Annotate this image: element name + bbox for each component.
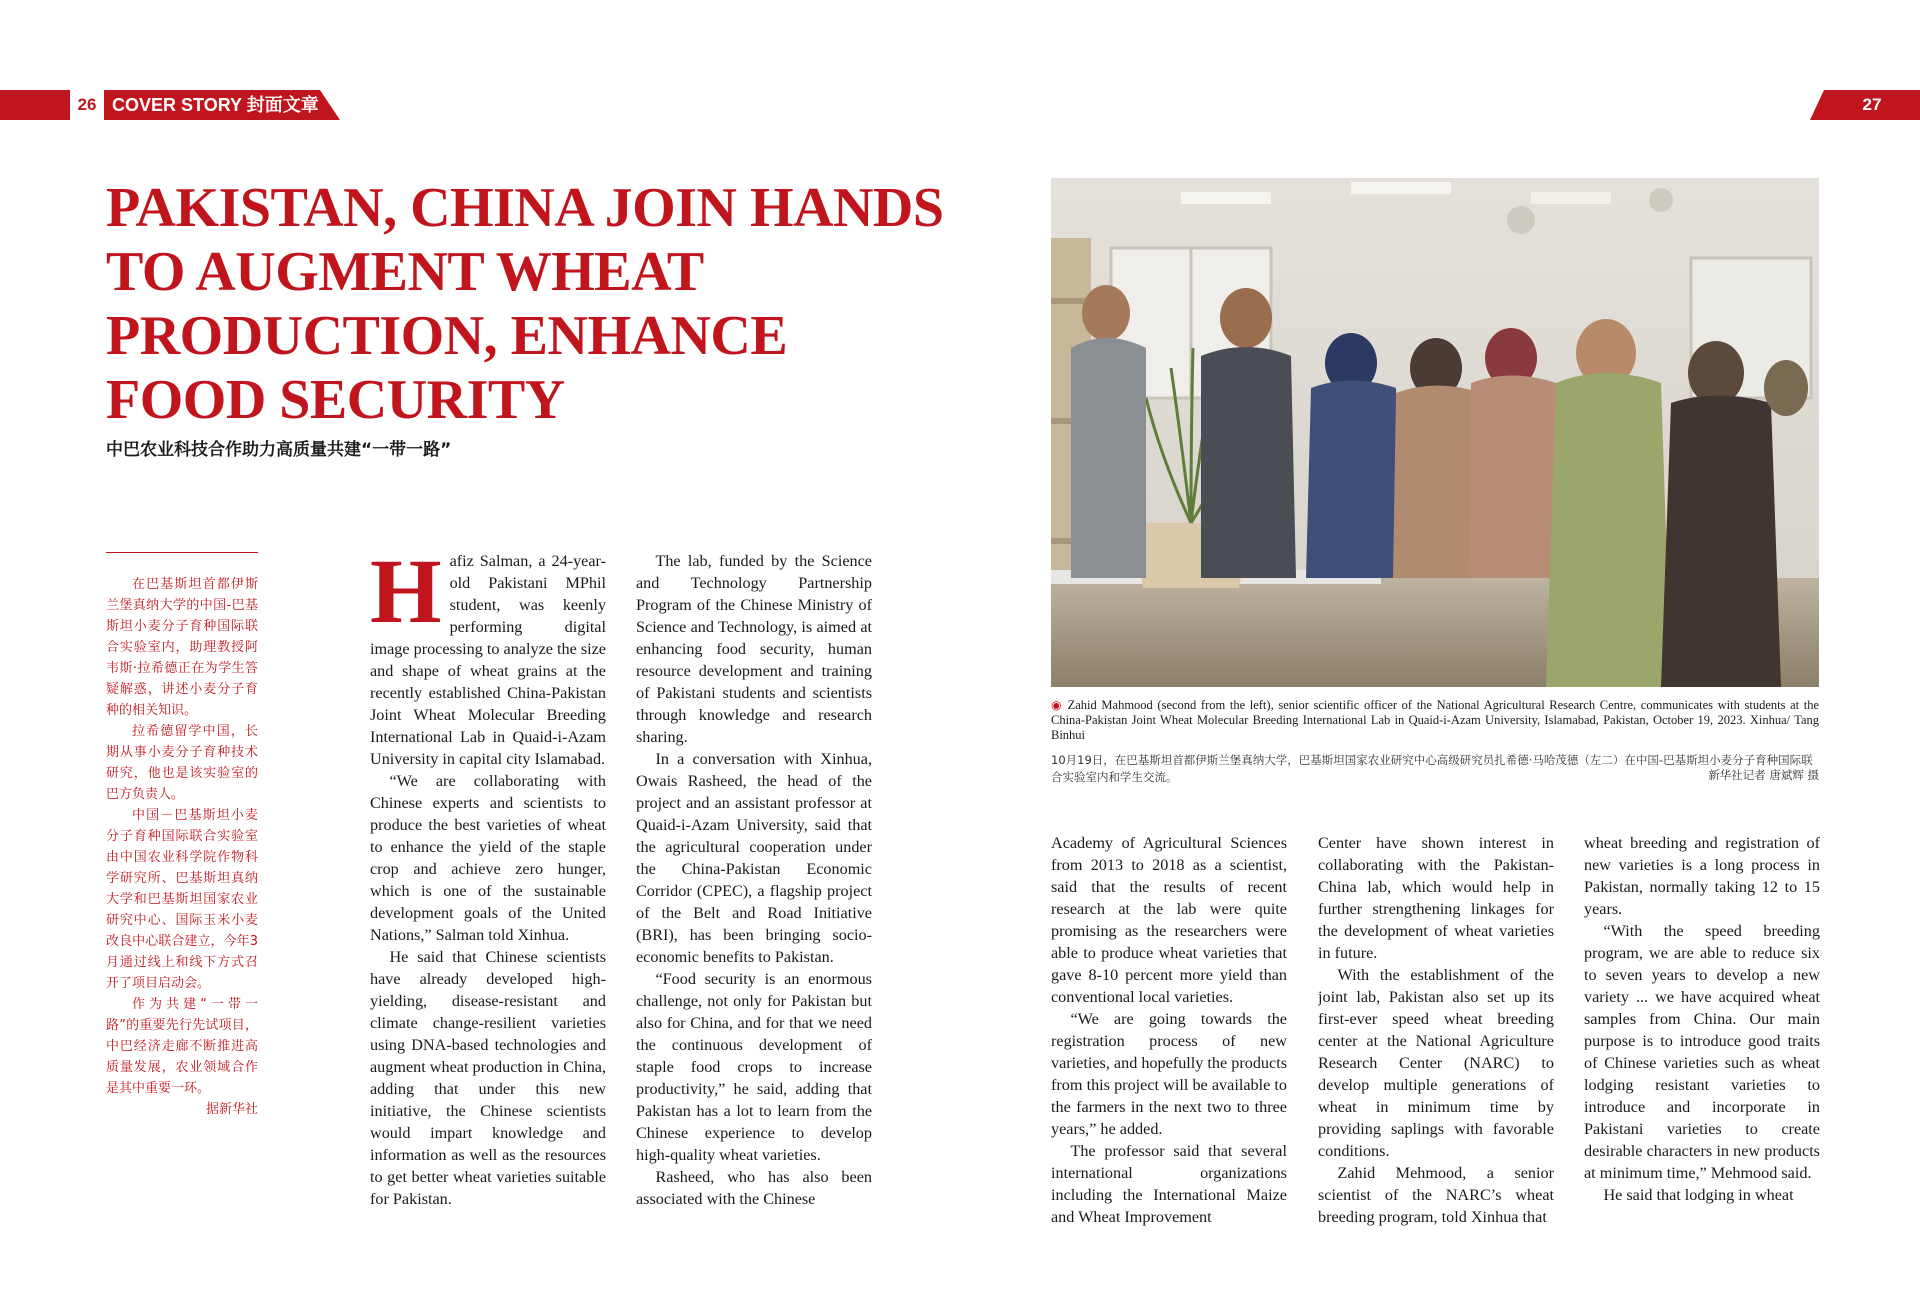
body-paragraph: “We are going towards the registration process of new varieties, and hopefully the products from this project will be available to the farmers in the next two to three years,” he added. xyxy=(1051,1010,1287,1138)
lab-photo xyxy=(1051,178,1819,687)
headline: PAKISTAN, CHINA JOIN HANDS TO AUGMENT WHEAT PRODUCTION, ENHANCE FOOD SECURITY xyxy=(106,177,944,431)
photo-caption-en xyxy=(1051,698,1819,743)
body-paragraph: Rasheed, who has also been associated with the Chinese xyxy=(636,1168,872,1208)
body-column-3 xyxy=(1051,832,1287,1232)
photo-credit-zh: 新华社记者 唐斌辉 摄 xyxy=(1708,768,1819,782)
body-paragraph: He said that lodging in wheat xyxy=(1603,1186,1794,1204)
body-paragraph: The professor said that several international organizations including the International Maize and Wheat Improvement xyxy=(1051,1142,1287,1226)
page-number-left: 26 xyxy=(70,90,104,120)
body-column-1 xyxy=(370,550,606,1230)
sidebar-paragraph: 拉希德留学中国，长期从事小麦分子育种技术研究，他也是该实验室的巴方负责人。 xyxy=(106,724,258,802)
body-paragraph: Academy of Agricultural Sciences from 2013 to 2018 as a scientist, said that the results of recent research at the lab were quite promising as the researchers were able to produce wheat varieties that gave 8-10 percent more yield than conventional local varieties. xyxy=(1051,834,1287,1006)
section-label: COVER STORY 封面文章 xyxy=(112,95,319,115)
sidebar-paragraph: 中国－巴基斯坦小麦分子育种国际联合实验室由中国农业科学院作物科学研究所、巴基斯坦真纳大学和巴基斯坦国家农业研究中心、国际玉米小麦改良中心联合建立，今年3月通过线上和线下方式召开了项目启动会。 xyxy=(106,808,258,991)
body-text: afiz Salman, a 24-year-old Pakistani MPhil student, was keenly performing digital image processing to analyze the size and shape of wheat grains at the recently established China-Pakistan Joint Wheat Molecular Breeding International Lab in Quaid-i-Azam University in capital city Islamabad. xyxy=(370,552,606,768)
body-column-4 xyxy=(1318,832,1554,1232)
body-paragraph xyxy=(370,550,606,770)
body-paragraph: “Food security is an enormous challenge, not only for Pakistan but also for China, and for that we need the continuous development of staple food crops to increase productivity,” he said, adding that Pakistan has a lot to learn from the Chinese experience to develop high-quality wheat varieties. xyxy=(636,970,872,1164)
body-paragraph: Zahid Mehmood, a senior scientist of the NARC’s wheat breeding program, told Xinhua that xyxy=(1318,1164,1554,1226)
drop-cap: H xyxy=(370,550,442,642)
photo-caption-zh: 10月19日，在巴基斯坦首都伊斯兰堡真纳大学，巴基斯坦国家农业研究中心高级研究员扎希德·马哈茂德（左二）在中国-巴基斯坦小麦分子育种国际联合实验室内和学生交流。 xyxy=(1051,753,1813,784)
body-paragraph: He said that Chinese scientists have already developed high-yielding, disease-resistant and climate change-resilient varieties using DNA-based technologies and augment wheat production in China, adding that under this new initiative, the Chinese scientists would impart knowledge and information as well as the resources to get better wheat varieties suitable for Pakistan. xyxy=(370,948,606,1208)
sidebar-credit: 据新华社 xyxy=(205,1102,258,1117)
sidebar-paragraph: 作为共建“一带一路”的重要先行先试项目，中巴经济走廊不断推进高质量发展，农业领域合作是其中重要一环。 xyxy=(106,997,258,1096)
photo-illustration xyxy=(1051,178,1819,687)
camera-icon: ◉ xyxy=(1051,698,1063,712)
body-paragraph: The lab, funded by the Science and Technology Partnership Program of the Chinese Ministry of Science and Technology, is aimed at enhancing food security, human resource development and training of Pakistani students and scientists through knowledge and research sharing. xyxy=(636,552,872,746)
caption-text-en: Zahid Mahmood (second from the left), senior scientific officer of the National Agricultural Research Centre, communicates with students at the China-Pakistan Joint Wheat Molecular Breeding International Lab in Quaid-i-Azam University, Islamabad, Pakistan, October 19, 2023. Xinhua/ Tang Binhui xyxy=(1051,698,1820,742)
body-paragraph: “We are collaborating with Chinese experts and scientists to produce the best varieties of wheat to enhance the yield of the staple crop and achieve zero hunger, which is one of the sustainable development goals of the United Nations,” Salman told Xinhua. xyxy=(370,772,606,944)
body-paragraph: In a conversation with Xinhua, Owais Rasheed, the head of the project and an assistant professor at Quaid-i-Azam University, said that the agricultural cooperation under the China-Pakistan Economic Corridor (CPEC), a flagship project of the Belt and Road Initiative (BRI), has been bringing socio-economic benefits to Pakistan. xyxy=(636,750,872,966)
body-paragraph: wheat breeding and registration of new varieties is a long process in Pakistan, normally taking 12 to 15 years. xyxy=(1584,834,1820,918)
subheadline-zh: 中巴农业科技合作助力高质量共建“一带一路” xyxy=(106,440,452,460)
body-paragraph: Center have shown interest in collaborating with the Pakistan-China lab, which would help in further strengthening linkages for the development of wheat varieties in future. xyxy=(1318,834,1554,962)
body-paragraph: “With the speed breeding program, we are able to reduce six to seven years to develop a new variety ... we have acquired wheat samples from China. Our main purpose is to introduce good traits of Chinese varieties such as wheat lodging resistant varieties to introduce and incorporate in Pakistani varieties to create desirable characters in new products at minimum time,” Mehmood said. xyxy=(1584,922,1820,1182)
chinese-summary-sidebar xyxy=(106,574,258,1120)
body-column-2 xyxy=(636,550,872,1230)
sidebar-paragraph: 在巴基斯坦首都伊斯兰堡真纳大学的中国-巴基斯坦小麦分子育种国际联合实验室内，助理教授阿韦斯·拉希德正在为学生答疑解惑，讲述小麦分子育种的相关知识。 xyxy=(106,577,258,718)
body-column-5 xyxy=(1584,832,1820,1232)
page-number-right: 27 xyxy=(1862,95,1882,114)
sidebar-divider xyxy=(106,552,258,553)
body-paragraph: With the establishment of the joint lab, Pakistan also set up its first-ever speed wheat breeding center at the National Agriculture Research Center (NARC) to develop multiple generations of wheat in minimum time by providing saplings with favorable conditions. xyxy=(1318,966,1554,1160)
